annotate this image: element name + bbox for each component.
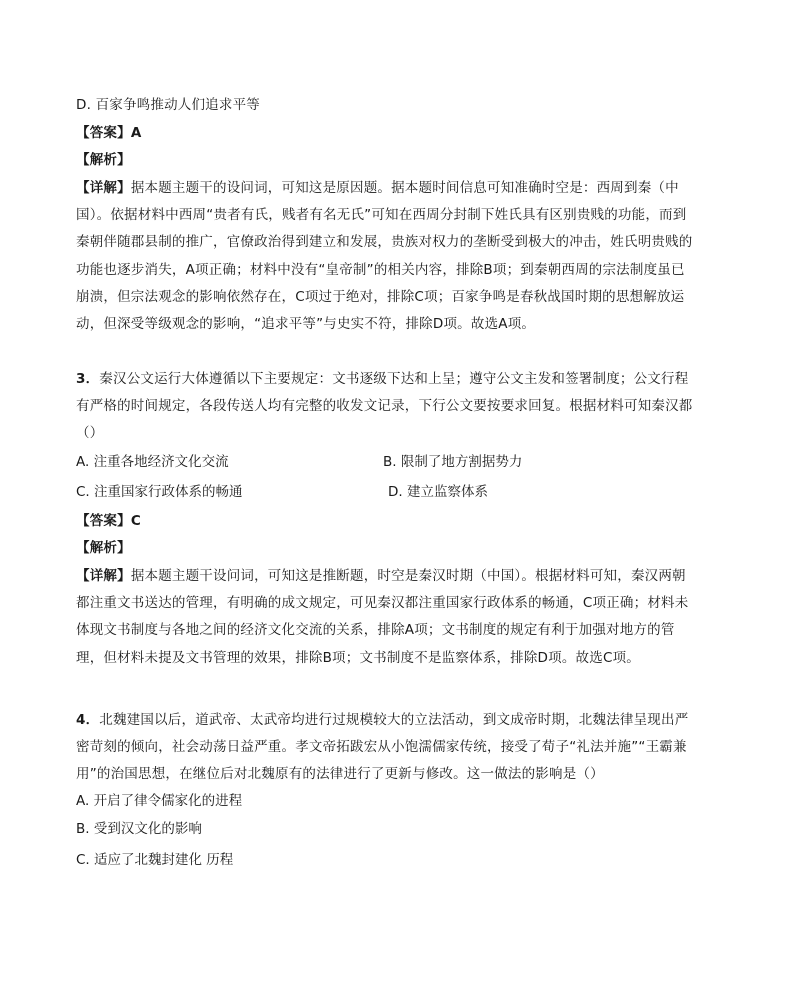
detail-text: 据本题主题干的设问词，可知这是原因题。据本题时间信息可知准确时空是：西周到秦（中国）。依据材料中西周“贵者有氏，贱者有名无氏”可知在西周分封制下姓氏具有区别贵贱的功能，而到秦朝伴随郡县制的推广，官僚政治得到建立和发展，贵族对权力的垄断受到极大的冲击，姓氏明贵贱的功能也逐步消失，A项正确；材料中没有“皇帝制”的相关内容，排除B项；到秦朝西周的宗法制度虽已崩溃，但宗法观念的影响依然存在，C项过于绝对，排除C项；百家争鸣是春秋战国时期的思想解放运动，但深受等级观念的影响，“追求平等”与史实不符，排除D项。故选A项。 — [76, 180, 693, 333]
q3-option-a: A. 注重各地经济文化交流 — [76, 454, 229, 470]
detail-label: 【详解】 — [76, 568, 131, 584]
q4-option-b: B. 受到汉文化的影响 — [76, 821, 202, 837]
detail-label: 【详解】 — [76, 180, 131, 196]
q3-detail — [76, 563, 696, 672]
answer-value: C — [130, 513, 141, 529]
question-number: 4． — [76, 712, 100, 728]
q2-option-d: D. 百家争鸣推动人们追求平等 — [76, 97, 260, 113]
question-number: 3． — [76, 371, 100, 387]
q3-option-c: C. 注重国家行政体系的畅通 — [76, 484, 243, 500]
q3-option-b: B. 限制了地方割据势力 — [383, 454, 523, 470]
question-stem: 秦汉公文运行大体遵循以下主要规定：文书逐级下达和上呈；遵守公文主发和签署制度；公文行程有严格的时间规定，各段传送人均有完整的收发文记录，下行公文要按要求回复。根据材料可知秦汉都（） — [76, 371, 693, 442]
q3-answer — [76, 511, 141, 531]
answer-label: 【答案】 — [76, 513, 131, 529]
q4-option-c: C. 适应了北魏封建化 历程 — [76, 852, 234, 868]
detail-text: 据本题主题干设问词，可知这是推断题，时空是秦汉时期（中国）。根据材料可知，秦汉两朝都注重文书送达的管理，有明确的成文规定，可见秦汉都注重国家行政体系的畅通，C项正确；材料未体现文书制度与各地之间的经济文化交流的关系，排除A项；文书制度的规定有利于加强对地方的管理，但材料未提及文书管理的效果，排除B项；文书制度不是监察体系，排除D项。故选C项。 — [76, 568, 689, 666]
q3-analysis-label: 【解析】 — [76, 540, 131, 556]
q4-option-a: A. 开启了律令儒家化的进程 — [76, 793, 243, 809]
answer-value: A — [130, 125, 142, 141]
q3-stem — [76, 366, 696, 448]
q2-answer — [76, 123, 141, 143]
answer-label: 【答案】 — [76, 125, 131, 141]
q3-option-d: D. 建立监察体系 — [388, 484, 488, 500]
q4-stem — [76, 707, 696, 789]
q2-detail — [76, 175, 696, 338]
question-stem: 北魏建国以后，道武帝、太武帝均进行过规模较大的立法活动，到文成帝时期，北魏法律呈现出严密苛刻的倾向，社会动荡日益严重。孝文帝拓跋宏从小饱濡儒家传统，接受了荀子“礼法并施”“王霸兼用”的治国思想，在继位后对北魏原有的法律进行了更新与修改。这一做法的影响是（） — [76, 712, 689, 783]
q2-analysis-label: 【解析】 — [76, 152, 131, 168]
